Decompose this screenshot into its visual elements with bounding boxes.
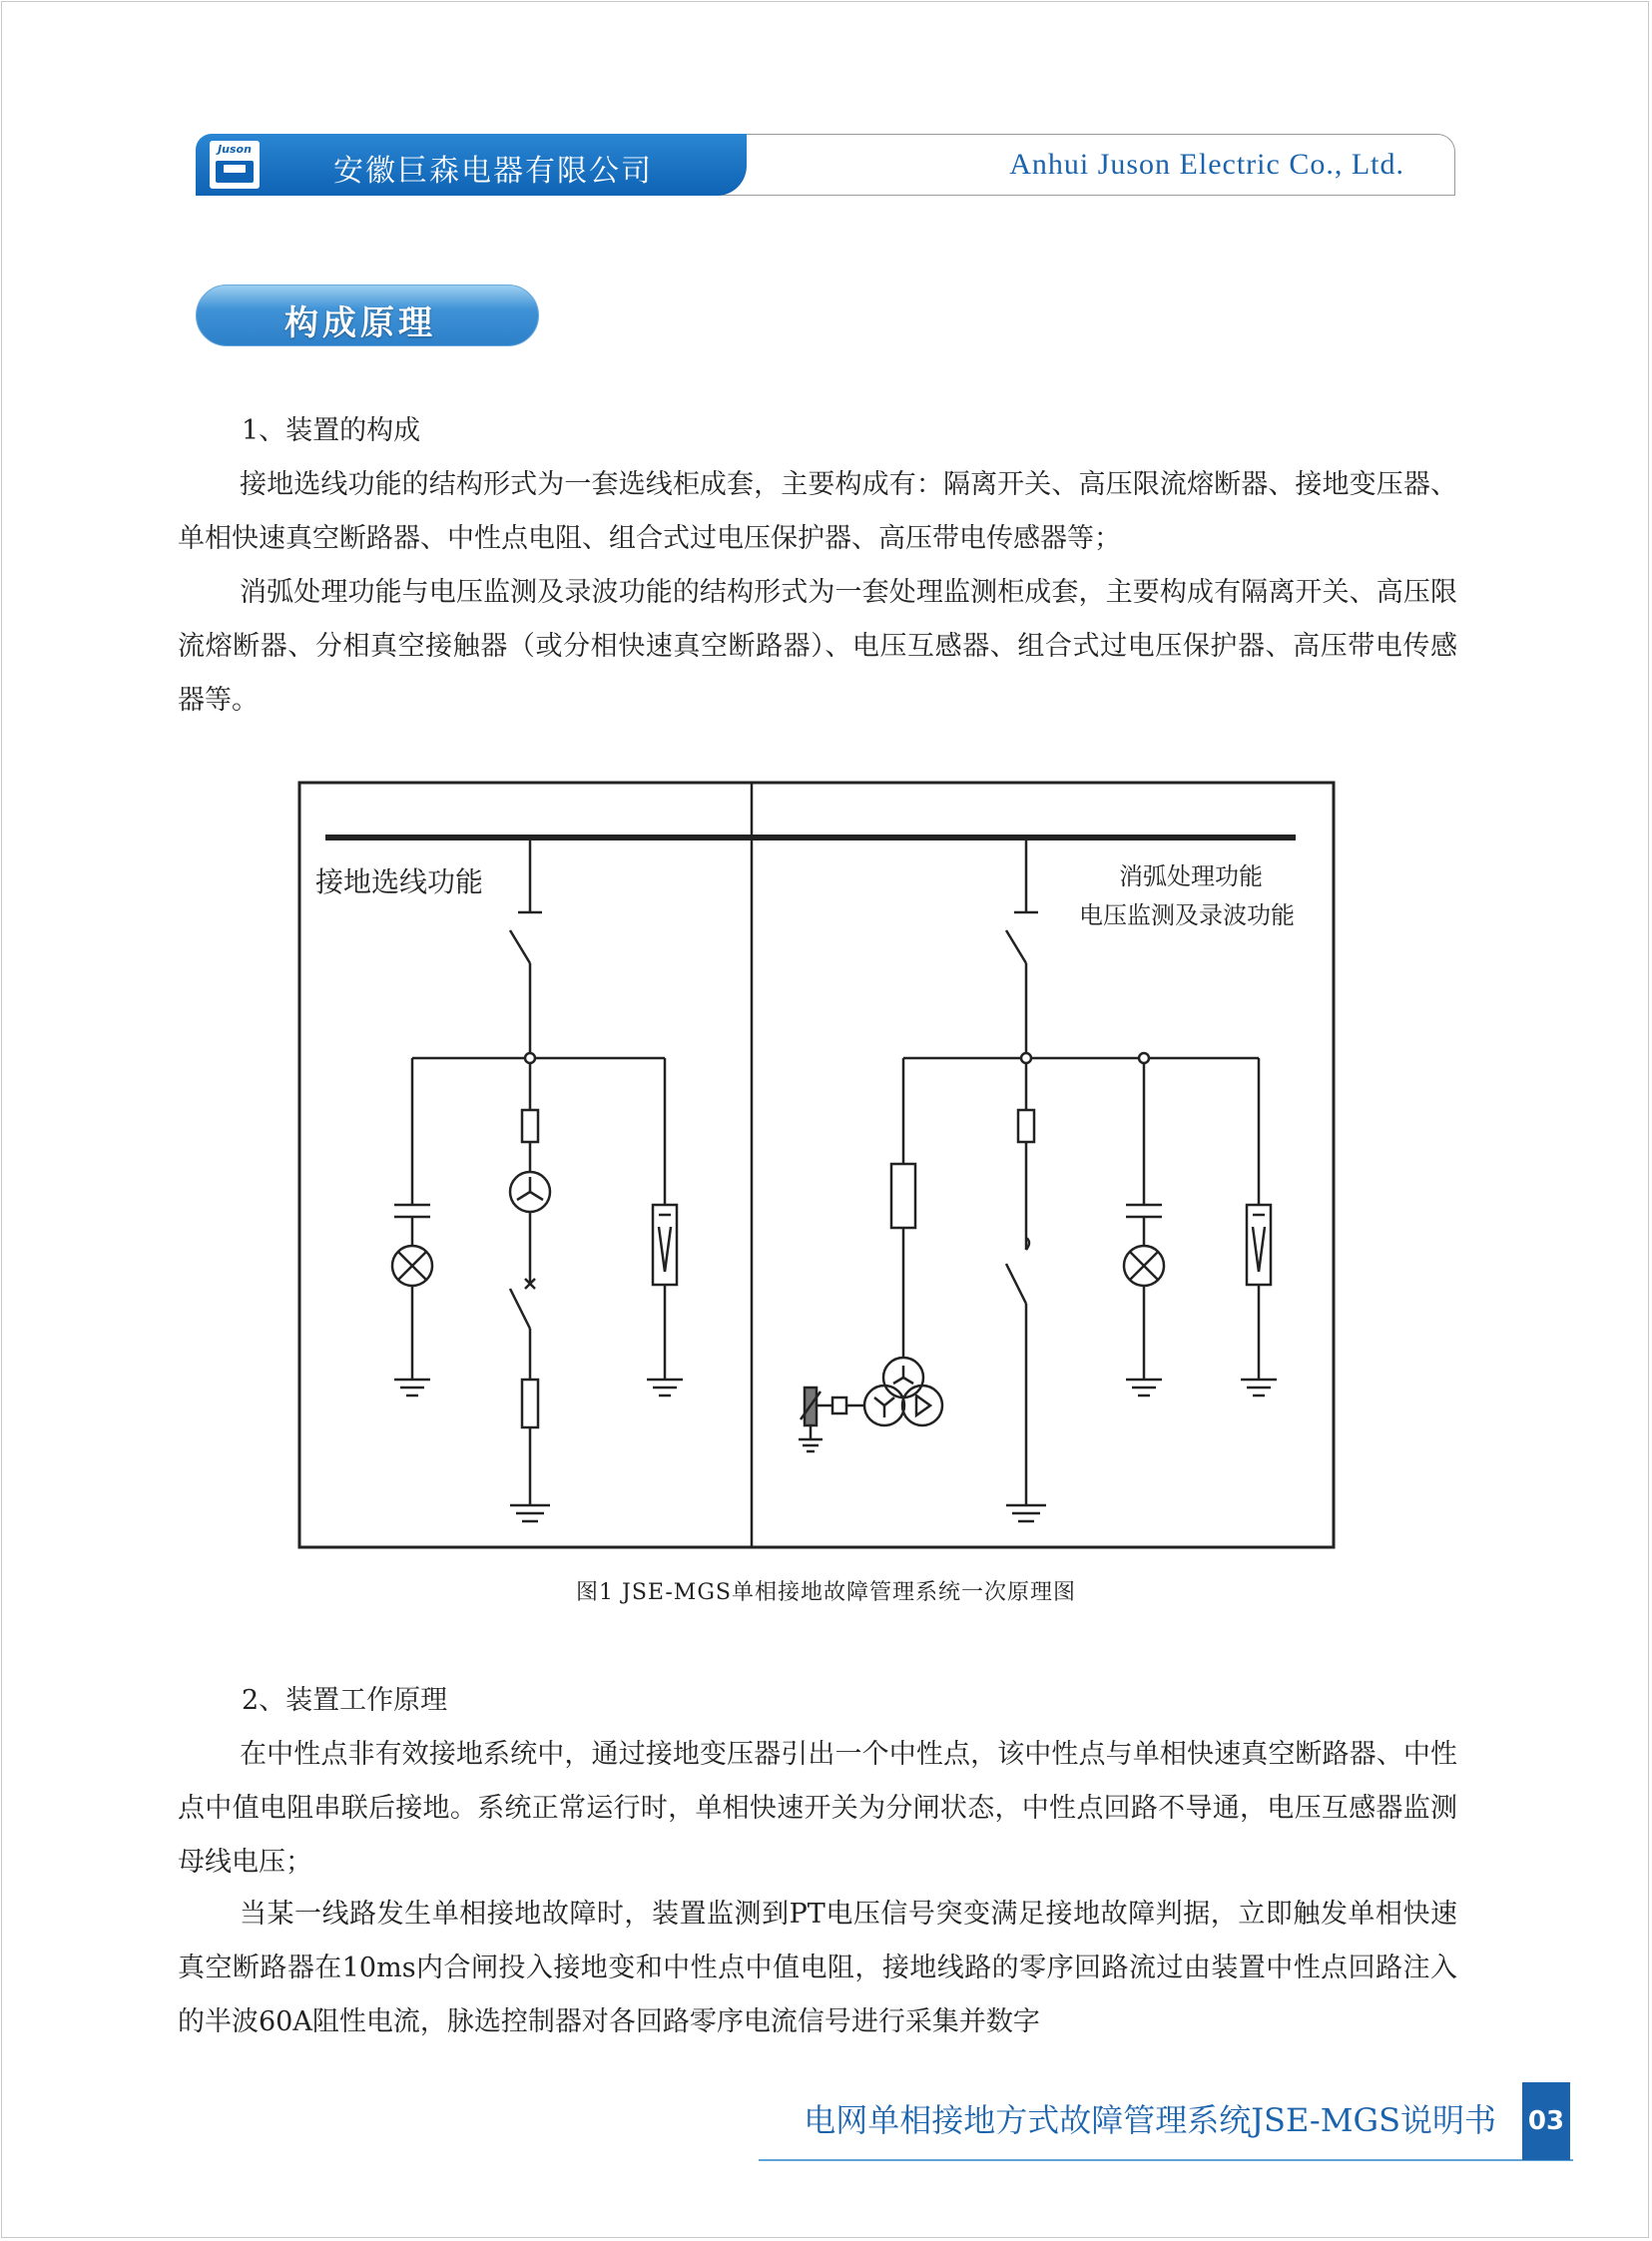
left-surge-protector <box>653 1205 677 1285</box>
schematic-diagram <box>297 781 1336 1549</box>
company-name-cn: 安徽巨森电器有限公司 <box>333 154 653 189</box>
vt-secondary-2 <box>902 1386 942 1425</box>
paragraph-fault-operation: 当某一线路发生单相接地故障时，装置监测到PT电压信号突变满足接地故障判据，立即触发单相快速真空断路器在10ms内合闸投入接地变和中性点中值电阻，接地线路的零序回路流过由装置中性点回路注入的半波60A阻性电流，脉选控制器对各回路零序电流信号进行采集并数字 <box>178 1899 1457 2037</box>
contactor-blade <box>1006 1264 1026 1304</box>
section-title: 构成原理 <box>284 303 436 343</box>
heading-working-principle: 2、装置工作原理 <box>242 1685 448 1716</box>
section-title-pill <box>196 284 539 346</box>
right-function-label-1: 消弧处理功能 <box>1119 862 1263 890</box>
left-isolator-blade <box>510 930 530 963</box>
logo-mark-inner <box>224 165 246 173</box>
right-function-label-2: 电压监测及录波功能 <box>1079 901 1295 929</box>
heading-device-composition: 1、装置的构成 <box>242 415 421 446</box>
left-node <box>525 1053 535 1063</box>
left-fuse <box>522 1110 538 1142</box>
footer-rule <box>759 2159 1573 2161</box>
paragraph-normal-operation: 在中性点非有效接地系统中，通过接地变压器引出一个中性点，该中性点与单相快速真空断路器、中性点中值电阻串联后接地。系统正常运行时，单相快速开关为分闸状态，中性点回路不导通，电压互感器监测母线电压； <box>178 1739 1457 1878</box>
left-function-label: 接地选线功能 <box>315 865 484 898</box>
footer-document-title: 电网单相接地方式故障管理系统JSE-MGS说明书 <box>804 2101 1496 2139</box>
page-number: 03 <box>1522 2082 1570 2160</box>
paragraph-grounding-selection: 接地选线功能的结构形式为一套选线柜成套，主要构成有：隔离开关、高压限流熔断器、接地变压器、单相快速真空断路器、中性点电阻、组合式过电压保护器、高压带电传感器等； <box>178 469 1457 554</box>
left-circuit <box>392 838 683 1521</box>
company-logo <box>210 141 260 189</box>
right-node-1 <box>1021 1053 1031 1063</box>
company-name-en: Anhui Juson Electric Co., Ltd. <box>1009 148 1404 181</box>
vt-damping-resistor <box>832 1398 846 1413</box>
right-circuit <box>799 838 1277 1521</box>
paragraph-arc-suppression: 消弧处理功能与电压监测及录波功能的结构形式为一套处理监测柜成套，主要构成有隔离开关、高压限流熔断器、分相真空接触器（或分相快速真空断路器）、电压互感器、组合式过电压保护器、高压带电传感器等。 <box>178 577 1457 716</box>
page-header <box>196 134 1455 196</box>
header-left-banner <box>196 134 747 196</box>
right-fuse <box>1018 1110 1034 1142</box>
right-hv-fuse <box>891 1164 915 1228</box>
right-node-2 <box>1139 1053 1149 1063</box>
right-surge-protector <box>1247 1205 1271 1285</box>
figure-caption: 图1 JSE-MGS单相接地故障管理系统一次原理图 <box>576 1580 1076 1605</box>
logo-text: Juson <box>218 143 252 156</box>
neutral-resistor <box>522 1380 538 1427</box>
right-isolator-blade <box>1006 930 1026 963</box>
header-right-panel <box>715 134 1455 196</box>
vacuum-breaker-blade <box>510 1289 530 1329</box>
